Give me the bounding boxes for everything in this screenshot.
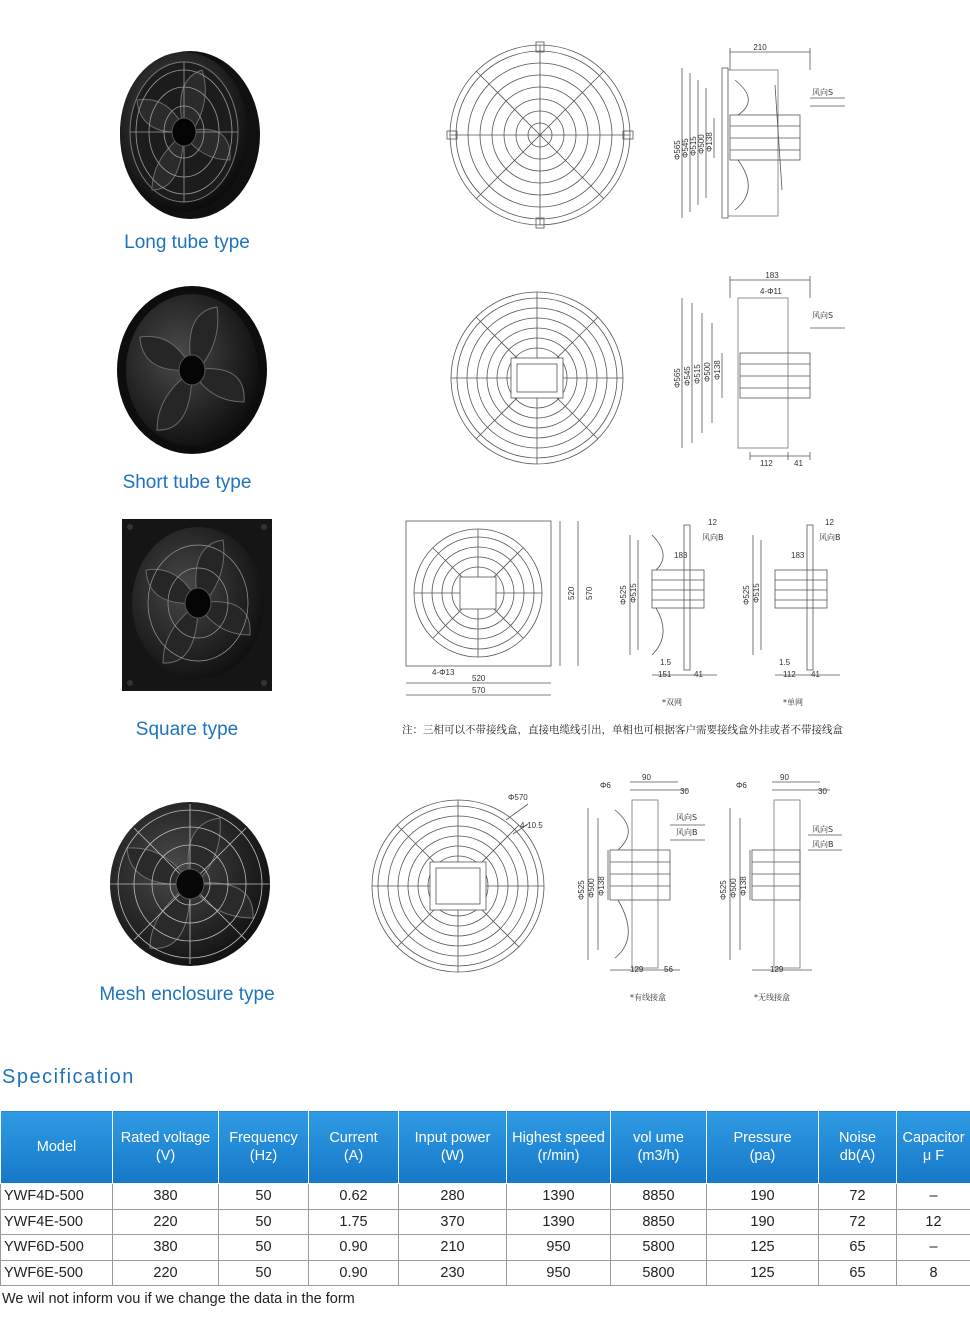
header-input-power: Input power (W): [399, 1111, 507, 1184]
square-type-label: Square type: [135, 719, 239, 740]
cell-volume: 5800: [611, 1260, 707, 1286]
cell-frequency: 50: [219, 1235, 309, 1261]
header-rated-voltage: Rated voltage (V): [113, 1111, 219, 1184]
long-wind-label: 风向S: [812, 88, 834, 97]
header-volume: vol ume (m3/h): [611, 1111, 707, 1184]
long-dim-138: Φ138: [705, 132, 714, 152]
mesh-side-drawing-nobox: [712, 770, 852, 1005]
square-dim-1.5-b: 1.5: [779, 658, 791, 667]
square-dim-151-a: 151: [658, 670, 672, 679]
short-tube-side-drawing: [660, 268, 860, 468]
table-row: [1, 1235, 970, 1261]
cell-volume: 8850: [611, 1209, 707, 1235]
mesh-dim-129-a: 129: [630, 965, 644, 974]
long-tube-fan-photo: [112, 40, 262, 220]
short-tube-type-label: Short tube type: [122, 472, 252, 493]
short-dim-112: 112: [760, 459, 773, 468]
cell-model: YWF4E-500: [1, 1209, 113, 1235]
mesh-dim-56-a: 56: [664, 965, 673, 974]
short-dim-183: 183: [765, 271, 779, 280]
mesh-dim-138-b: Φ138: [739, 876, 748, 896]
square-dim-570-v: 570: [585, 586, 594, 600]
square-dim-12-b: 12: [825, 518, 834, 527]
cell-pressure: 190: [707, 1184, 819, 1210]
data-change-footnote: We wil not inform vou if we change the data in the form: [2, 1291, 355, 1307]
short-tube-front-drawing: [447, 288, 627, 468]
cell-model: YWF4D-500: [1, 1184, 113, 1210]
cell-capacitor: –: [897, 1235, 970, 1261]
square-dim-41-a: 41: [694, 670, 703, 679]
mesh-wind-s-b: 风向S: [812, 825, 834, 834]
square-caption-single: *单网: [783, 698, 803, 707]
specification-title: Specification: [2, 1066, 135, 1088]
square-holes: 4-Φ13: [432, 668, 455, 677]
header-capacitor: Capacitor μ F: [897, 1111, 970, 1184]
mesh-dim-6-b: Φ6: [736, 781, 747, 790]
long-dim-500: Φ500: [697, 134, 706, 154]
cell-volume: 5800: [611, 1235, 707, 1261]
cell-current: 0.90: [309, 1235, 399, 1261]
square-dim-41-b: 41: [811, 670, 820, 679]
cell-volume: 8850: [611, 1184, 707, 1210]
long-dim-210: 210: [753, 43, 767, 52]
square-fan-photo: [118, 515, 278, 695]
header-highest-speed: Highest speed (r/min): [507, 1111, 611, 1184]
mesh-dim-30-a: 30: [680, 787, 689, 796]
cell-voltage: 220: [113, 1260, 219, 1286]
cell-noise: 65: [819, 1235, 897, 1261]
short-wind-label: 风向S: [812, 311, 834, 320]
cell-frequency: 50: [219, 1184, 309, 1210]
mesh-dim-500-b: Φ500: [729, 878, 738, 898]
mesh-dim-525-b: Φ525: [719, 880, 728, 900]
cell-noise: 72: [819, 1184, 897, 1210]
mesh-dim-6-a: Φ6: [600, 781, 611, 790]
table-row: [1, 1184, 970, 1210]
long-dim-565: Φ565: [673, 140, 682, 160]
short-dim-41: 41: [794, 459, 803, 468]
specification-table: [0, 1110, 970, 1286]
square-dim-520-v: 520: [567, 586, 576, 600]
mesh-holes: 4-10.5: [520, 821, 543, 830]
square-dim-112-b: 112: [783, 670, 796, 679]
short-dim-500: Φ500: [703, 362, 712, 382]
short-holes: 4-Φ11: [760, 287, 782, 296]
short-tube-fan-photo: [112, 282, 272, 457]
cell-pressure: 125: [707, 1235, 819, 1261]
mesh-wind-b-a: 风向B: [676, 828, 698, 837]
cell-input-power: 230: [399, 1260, 507, 1286]
cell-pressure: 125: [707, 1260, 819, 1286]
cell-model: YWF6D-500: [1, 1235, 113, 1261]
table-header-row: [1, 1111, 970, 1184]
square-dim-12-a: 12: [708, 518, 717, 527]
header-pressure: Pressure (pa): [707, 1111, 819, 1184]
square-dim-515-a: Φ515: [629, 583, 638, 603]
square-caption-double: *双网: [662, 698, 682, 707]
cell-capacitor: 12: [897, 1209, 970, 1235]
long-dim-515: Φ515: [689, 136, 698, 156]
table-row: [1, 1260, 970, 1286]
square-wind-a: 风向B: [702, 533, 724, 542]
cell-input-power: 210: [399, 1235, 507, 1261]
square-dim-183-a: 183: [674, 551, 688, 560]
square-dim-570-h: 570: [472, 686, 486, 695]
header-current: Current (A): [309, 1111, 399, 1184]
mesh-side-drawing-box: [570, 770, 710, 1005]
cell-speed: 1390: [507, 1184, 611, 1210]
cell-frequency: 50: [219, 1209, 309, 1235]
short-dim-545: Φ545: [683, 366, 692, 386]
table-row: [1, 1209, 970, 1235]
square-dim-183-b: 183: [791, 551, 805, 560]
header-frequency: Frequency (Hz): [219, 1111, 309, 1184]
header-model: Model: [1, 1111, 113, 1184]
long-tube-side-drawing: [660, 40, 860, 230]
long-tube-front-drawing: [445, 40, 635, 230]
cell-model: YWF6E-500: [1, 1260, 113, 1286]
short-dim-565: Φ565: [673, 368, 682, 388]
square-front-drawing: [400, 515, 600, 700]
mesh-wind-b-b: 风向B: [812, 840, 834, 849]
cell-frequency: 50: [219, 1260, 309, 1286]
mesh-dim-525-a: Φ525: [577, 880, 586, 900]
cell-speed: 950: [507, 1235, 611, 1261]
mesh-front-drawing: [368, 790, 563, 980]
mesh-dim-138-a: Φ138: [597, 876, 606, 896]
mesh-wind-s-a: 风向S: [676, 813, 698, 822]
cell-current: 1.75: [309, 1209, 399, 1235]
cell-voltage: 380: [113, 1235, 219, 1261]
long-dim-545: Φ545: [681, 138, 690, 158]
cell-noise: 65: [819, 1260, 897, 1286]
square-dim-525-a: Φ525: [619, 585, 628, 605]
square-side-drawing-double: [612, 515, 737, 715]
cell-speed: 950: [507, 1260, 611, 1286]
mesh-caption-nobox: *无线接盒: [754, 993, 790, 1002]
mesh-dim-30-b: 30: [818, 787, 827, 796]
cell-speed: 1390: [507, 1209, 611, 1235]
square-dim-525-b: Φ525: [742, 585, 751, 605]
cell-capacitor: –: [897, 1184, 970, 1210]
mesh-dim-90-b: 90: [780, 773, 789, 782]
cell-voltage: 380: [113, 1184, 219, 1210]
short-dim-515: Φ515: [693, 364, 702, 384]
long-tube-type-label: Long tube type: [124, 232, 250, 253]
cell-capacitor: 8: [897, 1260, 970, 1286]
cell-noise: 72: [819, 1209, 897, 1235]
mesh-dim-129-b: 129: [770, 965, 784, 974]
cell-current: 0.90: [309, 1260, 399, 1286]
short-dim-138: Φ138: [713, 360, 722, 380]
mesh-dim-570: Φ570: [508, 793, 528, 802]
cell-voltage: 220: [113, 1209, 219, 1235]
mesh-caption-box: *有线接盒: [630, 993, 666, 1002]
mesh-dim-90-a: 90: [642, 773, 651, 782]
square-wind-b: 风向B: [819, 533, 841, 542]
square-dim-515-b: Φ515: [752, 583, 761, 603]
cell-current: 0.62: [309, 1184, 399, 1210]
square-side-drawing-single: [735, 515, 860, 715]
cell-input-power: 370: [399, 1209, 507, 1235]
cell-pressure: 190: [707, 1209, 819, 1235]
mesh-dim-500-a: Φ500: [587, 878, 596, 898]
mesh-enclosure-type-label: Mesh enclosure type: [99, 984, 275, 1005]
cell-input-power: 280: [399, 1184, 507, 1210]
square-dim-520-h: 520: [472, 674, 486, 683]
wiring-note: 注：三相可以不带接线盒，直接电缆线引出，单相也可根据客户需要接线盒外挂或者不带接线盒: [402, 724, 843, 736]
square-dim-1.5-a: 1.5: [660, 658, 672, 667]
header-noise: Noise db(A): [819, 1111, 897, 1184]
mesh-enclosure-fan-photo: [105, 798, 275, 970]
